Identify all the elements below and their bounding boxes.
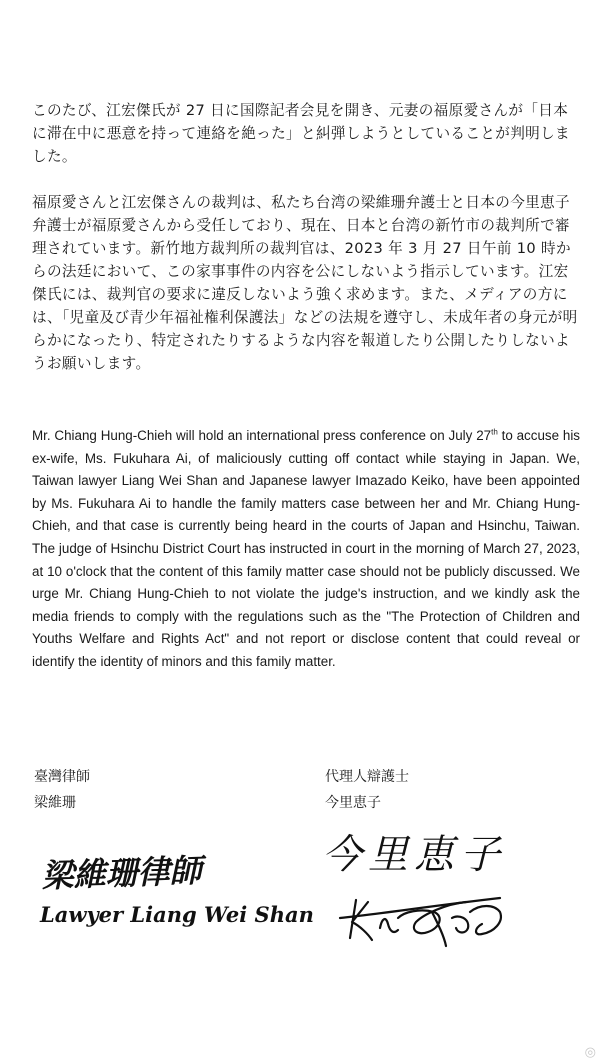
left-signer-title: 臺灣律師 [34,769,90,785]
japanese-paragraph-2: 福原愛さんと江宏傑さんの裁判は、私たち台湾の梁維珊弁護士と日本の今里恵子弁護士が福原愛さんから受任しており、現在、日本と台湾の新竹市の裁判所で審理されています。新竹地方裁判所の裁判官は、2023 年 3 月 27 日午前 10 時からの法廷において、この家事事件の内容を公にしないよう指示しています。江宏傑氏には、裁判官の要求に違反しないよう強く求めます。また、メディアの方には、「児童及び青少年福祉権利保護法」などの法規を遵守し、未成年者の身元が明らかになったり、特定されたりするような内容を報道したり公開したりしないようお願いします。 [32,194,578,372]
left-handwritten-latin-signature: Lawyer Liang Wei Shan [40,902,314,927]
left-signer-name: 梁維珊 [34,795,76,811]
right-signer-name: 今里恵子 [325,795,381,811]
ordinal-suffix: th [491,427,498,437]
left-handwritten-cjk-signature: 梁維珊律師 [40,851,203,895]
japanese-paragraph-1: このたび、江宏傑氏が 27 日に国際記者会見を開き、元妻の福原愛さんが「日本に滞在中に悪意を持って連絡を絶った」と糾弾しようとしていることが判明しました。 [32,102,570,165]
english-text-part-1: Mr. Chiang Hung-Chieh will hold an international press conference on July 27 [32,428,492,443]
watermark: ◎ [584,1045,596,1060]
right-handwritten-cjk-signature: 今里恵子 [322,832,506,878]
english-text-part-2: to accuse his ex-wife, Ms. Fukuhara Ai, of maliciously cutting off contact while staying in Japan. We, Taiwan lawyer Liang Wei Shan and Japanese lawyer Imazado Keiko, have been appointed by Ms. Fukuhara Ai to handle the family matters case between her and Mr. Chiang Hung-Chieh, and that case is currently being heard in the courts of Japan and Hsinchu, Taiwan. The judge of Hsinchu District Court has instructed in court in the morning of March 27, 2023, at 10 o'clock that the content of this family matter case should not be publicly discussed. We urge Mr. Chiang Hung-Chieh to not violate the judge's instruction, and we kindly ask the media friends to comply with the regulations such as the "The Protection of Children and Youths Welfare and Rights Act" and not report or disclose content that could reveal or identify the identity of minors and this family matter. [32,428,580,669]
right-signer-title: 代理人辯護士 [325,769,409,785]
right-cursive-signature [340,898,501,946]
